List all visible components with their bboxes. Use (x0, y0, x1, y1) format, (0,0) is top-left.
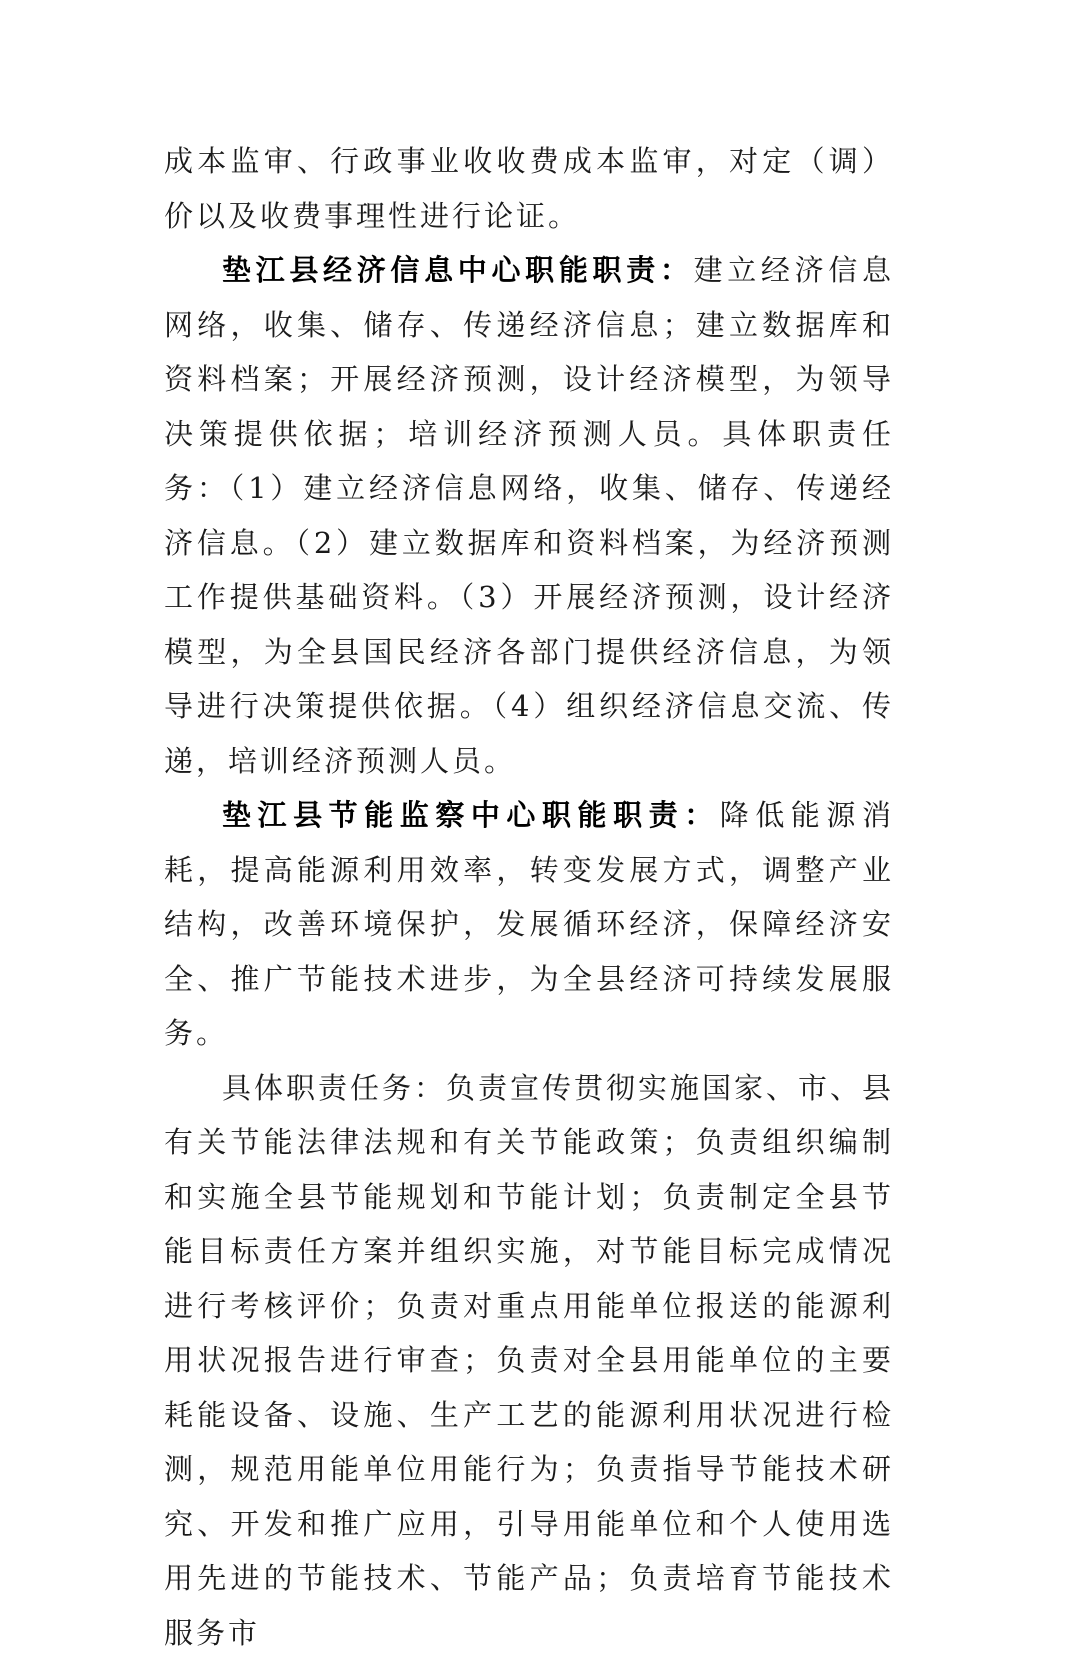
paragraph-energy-supervision-center (164, 788, 894, 1061)
paragraph-text: 具体职责任务：负责宣传贯彻实施国家、市、县有关节能法律法规和有关节能政策；负责组织编制和实施全县节能规划和节能计划；负责制定全县节能目标责任方案并组织实施，对节能目标完成情况进行考核评价；负责对重点用能单位报送的能源利用状况报告进行审查；负责对全县用能单位的主要耗能设备、设施、生产工艺的能源利用状况进行检测，规范用能单位用能行为；负责指导节能技术研究、开发和推广应用，引导用能单位和个人使用选用先进的节能技术、节能产品；负责培育节能技术服务市 (164, 1071, 894, 1650)
paragraph-text: 建立经济信息网络，收集、储存、传递经济信息；建立数据库和资料档案；开展经济预测，设计经济模型，为领导决策提供依据；培训经济预测人员。具体职责任务：（1）建立经济信息网络，收集、储存、传递经济信息。（2）建立数据库和资料档案，为经济预测工作提供基础资料。（3）开展经济预测，设计经济模型，为全县国民经济各部门提供经济信息，为领导进行决策提供依据。（4）组织经济信息交流、传递，培训经济预测人员。 (164, 253, 894, 778)
paragraph-text: 降低能源消耗，提高能源利用效率，转变发展方式，调整产业结构，改善环境保护，发展循环经济，保障经济安全、推广节能技术进步，为全县经济可持续发展服务。 (164, 798, 894, 1050)
document-body (164, 134, 894, 1660)
paragraph-heading: 垫江县节能监察中心职能职责： (222, 798, 720, 832)
paragraph-text: 成本监审、行政事业收收费成本监审，对定（调）价以及收费事理性进行论证。 (164, 144, 894, 233)
paragraph-economic-info-center (164, 243, 894, 788)
paragraph-cost-review (164, 134, 894, 243)
paragraph-heading: 垫江县经济信息中心职能职责： (222, 253, 694, 287)
paragraph-specific-duties (164, 1061, 894, 1660)
